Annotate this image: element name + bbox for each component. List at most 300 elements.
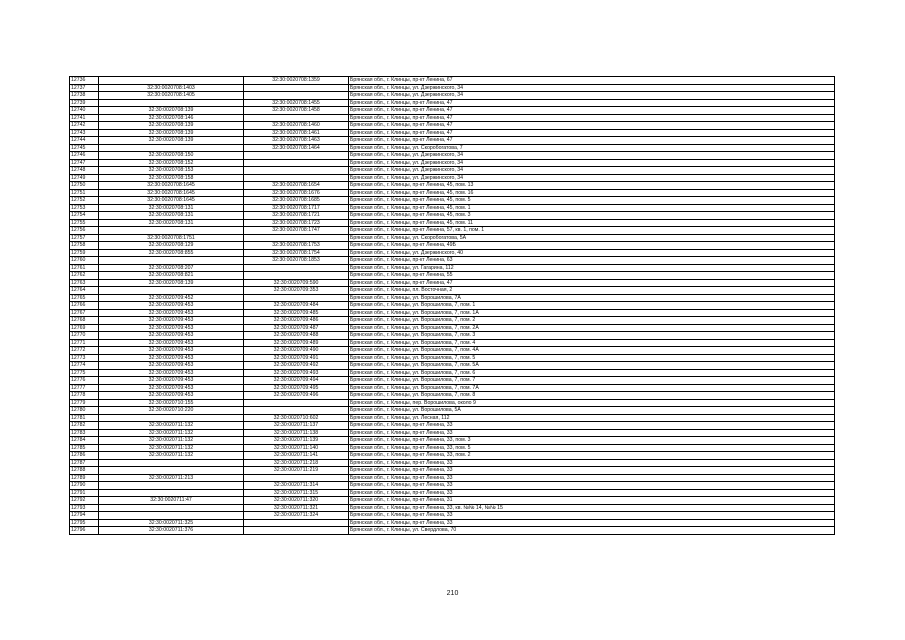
row-number-cell: 12742: [70, 122, 99, 130]
address-cell: Брянская обл., г. Клинцы, ул. Дзержинского, 34: [349, 159, 835, 167]
address-cell: Брянская обл., г. Клинцы, ул. Дзержинского, 34: [349, 152, 835, 160]
building-cadastral-cell: 32:30:0020708:1753: [244, 242, 349, 250]
row-number-cell: 12746: [70, 152, 99, 160]
address-cell: Брянская обл., г. Клинцы, пр-кт Ленина, 63: [349, 257, 835, 265]
row-number-cell: 12777: [70, 384, 99, 392]
row-number-cell: 12744: [70, 137, 99, 145]
table-row: [70, 347, 835, 355]
table-row: [70, 137, 835, 145]
table-row: [70, 392, 835, 400]
row-number-cell: 12767: [70, 309, 99, 317]
building-cadastral-cell: 32:30:0020708:1717: [244, 204, 349, 212]
address-cell: Брянская обл., г. Клинцы, пр-кт Ленина, 47: [349, 122, 835, 130]
address-cell: Брянская обл., г. Клинцы, ул. Ворошилова, 7А: [349, 294, 835, 302]
land-cadastral-cell: [99, 512, 244, 520]
land-cadastral-cell: 32:30:0020710:220: [99, 407, 244, 415]
building-cadastral-cell: 32:30:0020708:1853: [244, 257, 349, 265]
land-cadastral-cell: [99, 144, 244, 152]
building-cadastral-cell: 32:30:0020709:489: [244, 339, 349, 347]
address-cell: Брянская обл., г. Клинцы, ул. Ворошилова, 7, пом. 7: [349, 377, 835, 385]
table-row: [70, 512, 835, 520]
land-cadastral-cell: 32:30:0020711:325: [99, 519, 244, 527]
building-cadastral-cell: 32:30:0020708:1721: [244, 212, 349, 220]
row-number-cell: 12790: [70, 482, 99, 490]
row-number-cell: 12774: [70, 362, 99, 370]
building-cadastral-cell: 32:30:0020711:137: [244, 422, 349, 430]
building-cadastral-cell: [244, 234, 349, 242]
table-row: [70, 309, 835, 317]
building-cadastral-cell: 32:30:0020711:218: [244, 459, 349, 467]
building-cadastral-cell: 32:30:0020709:493: [244, 369, 349, 377]
table-row: [70, 227, 835, 235]
table-row: [70, 407, 835, 415]
table-row: [70, 504, 835, 512]
land-cadastral-cell: [99, 489, 244, 497]
land-cadastral-cell: 32:30:0020710:155: [99, 399, 244, 407]
table-row: [70, 437, 835, 445]
land-cadastral-cell: [99, 77, 244, 85]
row-number-cell: 12752: [70, 197, 99, 205]
row-number-cell: 12743: [70, 129, 99, 137]
building-cadastral-cell: 32:30:0020708:1464: [244, 144, 349, 152]
land-cadastral-cell: 32:30:0020709:453: [99, 347, 244, 355]
building-cadastral-cell: [244, 167, 349, 175]
row-number-cell: 12789: [70, 474, 99, 482]
table-row: [70, 242, 835, 250]
address-cell: Брянская обл., г. Клинцы, пр-кт Ленина, 33: [349, 459, 835, 467]
address-cell: Брянская обл., г. Клинцы, пр-кт Ленина, 45, пом. 5: [349, 197, 835, 205]
land-cadastral-cell: [99, 459, 244, 467]
land-cadastral-cell: 32:30:0020708:131: [99, 219, 244, 227]
address-cell: Брянская обл., г. Клинцы, пр-кт Ленина, 45, пом. 16: [349, 189, 835, 197]
table-row: [70, 152, 835, 160]
table-row: [70, 482, 835, 490]
land-cadastral-cell: 32:30:0020708:1645: [99, 189, 244, 197]
row-number-cell: 12769: [70, 324, 99, 332]
building-cadastral-cell: 32:30:0020711:139: [244, 437, 349, 445]
table-row: [70, 77, 835, 85]
row-number-cell: 12796: [70, 527, 99, 535]
address-cell: Брянская обл., г. Клинцы, ул. Ворошилова, 7, пом. 3: [349, 332, 835, 340]
table-row: [70, 129, 835, 137]
building-cadastral-cell: 32:30:0020711:138: [244, 429, 349, 437]
land-cadastral-cell: 32:30:0020708:207: [99, 264, 244, 272]
land-cadastral-cell: 32:30:0020709:453: [99, 317, 244, 325]
row-number-cell: 12737: [70, 84, 99, 92]
table-row: [70, 354, 835, 362]
land-cadastral-cell: 32:30:0020709:453: [99, 392, 244, 400]
address-cell: Брянская обл., г. Клинцы, ул. Скоробогатова, 5А: [349, 234, 835, 242]
address-cell: Брянская обл., г. Клинцы, ул. Дзержинского, 40: [349, 249, 835, 257]
row-number-cell: 12741: [70, 114, 99, 122]
land-cadastral-cell: [99, 414, 244, 422]
row-number-cell: 12770: [70, 332, 99, 340]
table-row: [70, 369, 835, 377]
table-row: [70, 92, 835, 100]
land-cadastral-cell: 32:30:0020709:453: [99, 362, 244, 370]
address-cell: Брянская обл., г. Клинцы, пр-кт Ленина, 33: [349, 512, 835, 520]
row-number-cell: 12782: [70, 422, 99, 430]
table-row: [70, 197, 835, 205]
row-number-cell: 12763: [70, 279, 99, 287]
row-number-cell: 12794: [70, 512, 99, 520]
row-number-cell: 12783: [70, 429, 99, 437]
address-cell: Брянская обл., г. Клинцы, пр-кт Ленина, 33: [349, 474, 835, 482]
registry-table-body: [70, 77, 835, 535]
land-cadastral-cell: 32:30:0020708:158: [99, 174, 244, 182]
land-cadastral-cell: 32:30:0020708:146: [99, 114, 244, 122]
address-cell: Брянская обл., г. Клинцы, ул. Скоробогатова, 7: [349, 144, 835, 152]
address-cell: Брянская обл., г. Клинцы, ул. Ворошилова, 7, пом. 4: [349, 339, 835, 347]
address-cell: Брянская обл., г. Клинцы, пр-кт Ленина, 33, пом. 2: [349, 452, 835, 460]
table-row: [70, 174, 835, 182]
land-cadastral-cell: 32:30:0020708:150: [99, 152, 244, 160]
land-cadastral-cell: [99, 504, 244, 512]
land-cadastral-cell: [99, 467, 244, 475]
row-number-cell: 12740: [70, 107, 99, 115]
address-cell: Брянская обл., г. Клинцы, ул. Ворошилова, 7, пом. 2: [349, 317, 835, 325]
address-cell: Брянская обл., г. Клинцы, пр-кт Ленина, 47: [349, 137, 835, 145]
building-cadastral-cell: 32:30:0020709:491: [244, 354, 349, 362]
table-row: [70, 264, 835, 272]
land-cadastral-cell: 32:30:0020711:132: [99, 437, 244, 445]
row-number-cell: 12779: [70, 399, 99, 407]
row-number-cell: 12748: [70, 167, 99, 175]
building-cadastral-cell: 32:30:0020708:1676: [244, 189, 349, 197]
building-cadastral-cell: 32:30:0020709:486: [244, 317, 349, 325]
building-cadastral-cell: 32:30:0020708:1654: [244, 182, 349, 190]
table-row: [70, 234, 835, 242]
row-number-cell: 12785: [70, 444, 99, 452]
row-number-cell: 12778: [70, 392, 99, 400]
row-number-cell: 12753: [70, 204, 99, 212]
table-row: [70, 332, 835, 340]
table-row: [70, 189, 835, 197]
address-cell: Брянская обл., г. Клинцы, пр-кт Ленина, 45, пом. 13: [349, 182, 835, 190]
table-row: [70, 144, 835, 152]
row-number-cell: 12738: [70, 92, 99, 100]
table-row: [70, 377, 835, 385]
row-number-cell: 12755: [70, 219, 99, 227]
land-cadastral-cell: [99, 482, 244, 490]
building-cadastral-cell: 32:30:0020708:1463: [244, 137, 349, 145]
building-cadastral-cell: 32:30:0020711:324: [244, 512, 349, 520]
table-row: [70, 317, 835, 325]
building-cadastral-cell: [244, 159, 349, 167]
registry-table: [69, 76, 835, 535]
address-cell: Брянская обл., г. Клинцы, пр-кт Ленина, 33, кв. №№ 14, №№ 15: [349, 504, 835, 512]
building-cadastral-cell: 32:30:0020708:1754: [244, 249, 349, 257]
building-cadastral-cell: [244, 114, 349, 122]
table-row: [70, 204, 835, 212]
land-cadastral-cell: 32:30:0020711:47: [99, 497, 244, 505]
building-cadastral-cell: 32:30:0020709:495: [244, 384, 349, 392]
table-row: [70, 399, 835, 407]
building-cadastral-cell: 32:30:0020708:1685: [244, 197, 349, 205]
table-row: [70, 452, 835, 460]
land-cadastral-cell: 32:30:0020708:153: [99, 167, 244, 175]
row-number-cell: 12759: [70, 249, 99, 257]
building-cadastral-cell: [244, 399, 349, 407]
row-number-cell: 12739: [70, 99, 99, 107]
building-cadastral-cell: 32:30:0020711:140: [244, 444, 349, 452]
row-number-cell: 12773: [70, 354, 99, 362]
land-cadastral-cell: [99, 257, 244, 265]
address-cell: Брянская обл., г. Клинцы, пер. Ворошилова, около 9: [349, 399, 835, 407]
land-cadastral-cell: 32:30:0020708:1405: [99, 92, 244, 100]
address-cell: Брянская обл., г. Клинцы, пр-кт Ленина, 31: [349, 497, 835, 505]
row-number-cell: 12760: [70, 257, 99, 265]
table-row: [70, 527, 835, 535]
land-cadastral-cell: 32:30:0020708:152: [99, 159, 244, 167]
building-cadastral-cell: [244, 519, 349, 527]
address-cell: Брянская обл., г. Клинцы, пр-кт Ленина, 49Б: [349, 242, 835, 250]
page-number: 210: [446, 590, 459, 597]
address-cell: Брянская обл., г. Клинцы, ул. Дзержинского, 34: [349, 174, 835, 182]
table-row: [70, 339, 835, 347]
address-cell: Брянская обл., г. Клинцы, ул. Ворошилова, 7, пом. 6: [349, 369, 835, 377]
row-number-cell: 12765: [70, 294, 99, 302]
address-cell: Брянская обл., г. Клинцы, ул. Ворошилова, 7, пом. 5: [349, 354, 835, 362]
address-cell: Брянская обл., г. Клинцы, пл. Восточная, 2: [349, 287, 835, 295]
land-cadastral-cell: 32:30:0020709:453: [99, 369, 244, 377]
land-cadastral-cell: 32:30:0020709:452: [99, 294, 244, 302]
table-row: [70, 497, 835, 505]
address-cell: Брянская обл., г. Клинцы, ул. Ворошилова, 7, пом. 1А: [349, 309, 835, 317]
building-cadastral-cell: 32:30:0020710:602: [244, 414, 349, 422]
address-cell: Брянская обл., г. Клинцы, пр-кт Ленина, 33: [349, 519, 835, 527]
address-cell: Брянская обл., г. Клинцы, ул. Ворошилова, 7, пом. 2А: [349, 324, 835, 332]
address-cell: Брянская обл., г. Клинцы, пр-кт Ленина, 33: [349, 467, 835, 475]
land-cadastral-cell: 32:30:0020708:1751: [99, 234, 244, 242]
building-cadastral-cell: 32:30:0020709:492: [244, 362, 349, 370]
building-cadastral-cell: 32:30:0020708:1455: [244, 99, 349, 107]
address-cell: Брянская обл., г. Клинцы, пр-кт Ленина, 47: [349, 99, 835, 107]
building-cadastral-cell: [244, 272, 349, 280]
land-cadastral-cell: 32:30:0020708:855: [99, 249, 244, 257]
land-cadastral-cell: 32:30:0020709:453: [99, 309, 244, 317]
building-cadastral-cell: 32:30:0020711:315: [244, 489, 349, 497]
building-cadastral-cell: 32:30:0020709:494: [244, 377, 349, 385]
table-row: [70, 182, 835, 190]
row-number-cell: 12757: [70, 234, 99, 242]
row-number-cell: 12780: [70, 407, 99, 415]
address-cell: Брянская обл., г. Клинцы, пр-кт Ленина, 47: [349, 114, 835, 122]
address-cell: Брянская обл., г. Клинцы, пр-кт Ленина, 33, пом. 5: [349, 444, 835, 452]
land-cadastral-cell: 32:30:0020709:453: [99, 332, 244, 340]
table-row: [70, 429, 835, 437]
land-cadastral-cell: 32:30:0020709:453: [99, 339, 244, 347]
land-cadastral-cell: 32:30:0020708:131: [99, 212, 244, 220]
building-cadastral-cell: [244, 407, 349, 415]
address-cell: Брянская обл., г. Клинцы, ул. Ворошилова, 5А: [349, 407, 835, 415]
building-cadastral-cell: 32:30:0020709:590: [244, 279, 349, 287]
address-cell: Брянская обл., г. Клинцы, пр-кт Ленина, 67: [349, 77, 835, 85]
land-cadastral-cell: 32:30:0020708:139: [99, 122, 244, 130]
table-row: [70, 467, 835, 475]
row-number-cell: 12761: [70, 264, 99, 272]
table-row: [70, 249, 835, 257]
table-row: [70, 257, 835, 265]
building-cadastral-cell: 32:30:0020711:321: [244, 504, 349, 512]
building-cadastral-cell: 32:30:0020708:1747: [244, 227, 349, 235]
row-number-cell: 12751: [70, 189, 99, 197]
building-cadastral-cell: 32:30:0020708:1359: [244, 77, 349, 85]
address-cell: Брянская обл., г. Клинцы, пр-кт Ленина, 33: [349, 482, 835, 490]
building-cadastral-cell: 32:30:0020708:1461: [244, 129, 349, 137]
land-cadastral-cell: 32:30:0020709:453: [99, 384, 244, 392]
row-number-cell: 12747: [70, 159, 99, 167]
table-row: [70, 459, 835, 467]
building-cadastral-cell: 32:30:0020711:314: [244, 482, 349, 490]
land-cadastral-cell: 32:30:0020711:132: [99, 444, 244, 452]
table-row: [70, 294, 835, 302]
row-number-cell: 12766: [70, 302, 99, 310]
land-cadastral-cell: 32:30:0020708:139: [99, 107, 244, 115]
building-cadastral-cell: 32:30:0020709:484: [244, 302, 349, 310]
row-number-cell: 12784: [70, 437, 99, 445]
building-cadastral-cell: 32:30:0020708:1460: [244, 122, 349, 130]
land-cadastral-cell: 32:30:0020711:376: [99, 527, 244, 535]
address-cell: Брянская обл., г. Клинцы, ул. Дзержинского, 34: [349, 167, 835, 175]
row-number-cell: 12745: [70, 144, 99, 152]
row-number-cell: 12764: [70, 287, 99, 295]
building-cadastral-cell: 32:30:0020709:496: [244, 392, 349, 400]
address-cell: Брянская обл., г. Клинцы, ул. Дзержинского, 34: [349, 92, 835, 100]
row-number-cell: 12771: [70, 339, 99, 347]
row-number-cell: 12792: [70, 497, 99, 505]
table-row: [70, 272, 835, 280]
table-row: [70, 84, 835, 92]
row-number-cell: 12776: [70, 377, 99, 385]
address-cell: Брянская обл., г. Клинцы, ул. Ворошилова, 7, пом. 7А: [349, 384, 835, 392]
table-row: [70, 414, 835, 422]
table-row: [70, 444, 835, 452]
building-cadastral-cell: [244, 294, 349, 302]
building-cadastral-cell: [244, 92, 349, 100]
address-cell: Брянская обл., г. Клинцы, пр-кт Ленина, 45, пом. 3: [349, 212, 835, 220]
land-cadastral-cell: 32:30:0020711:132: [99, 429, 244, 437]
address-cell: Брянская обл., г. Клинцы, ул. Ворошилова, 7, пом. 1: [349, 302, 835, 310]
row-number-cell: 12756: [70, 227, 99, 235]
land-cadastral-cell: 32:30:0020711:132: [99, 452, 244, 460]
row-number-cell: 12768: [70, 317, 99, 325]
address-cell: Брянская обл., г. Клинцы, пр-кт Ленина, 33, пом. 3: [349, 437, 835, 445]
building-cadastral-cell: 32:30:0020711:219: [244, 467, 349, 475]
table-row: [70, 519, 835, 527]
address-cell: Брянская обл., г. Клинцы, пр-кт Ленина, 33: [349, 422, 835, 430]
row-number-cell: 12775: [70, 369, 99, 377]
table-row: [70, 302, 835, 310]
building-cadastral-cell: [244, 174, 349, 182]
building-cadastral-cell: 32:30:0020708:1723: [244, 219, 349, 227]
building-cadastral-cell: 32:30:0020709:490: [244, 347, 349, 355]
land-cadastral-cell: 32:30:0020708:1645: [99, 197, 244, 205]
address-cell: Брянская обл., г. Клинцы, пр-кт Ленина, 47: [349, 279, 835, 287]
building-cadastral-cell: [244, 264, 349, 272]
row-number-cell: 12762: [70, 272, 99, 280]
building-cadastral-cell: [244, 152, 349, 160]
address-cell: Брянская обл., г. Клинцы, пр-кт Ленина, 47: [349, 129, 835, 137]
land-cadastral-cell: [99, 227, 244, 235]
table-row: [70, 167, 835, 175]
row-number-cell: 12791: [70, 489, 99, 497]
land-cadastral-cell: 32:30:0020711:213: [99, 474, 244, 482]
land-cadastral-cell: 32:30:0020711:132: [99, 422, 244, 430]
building-cadastral-cell: 32:30:0020711:141: [244, 452, 349, 460]
address-cell: Брянская обл., г. Клинцы, ул. Лесная, 112: [349, 414, 835, 422]
row-number-cell: 12754: [70, 212, 99, 220]
row-number-cell: 12795: [70, 519, 99, 527]
land-cadastral-cell: 32:30:0020709:453: [99, 354, 244, 362]
building-cadastral-cell: [244, 527, 349, 535]
address-cell: Брянская обл., г. Клинцы, пр-кт Ленина, 45, пом. 1: [349, 204, 835, 212]
building-cadastral-cell: 32:30:0020709:488: [244, 332, 349, 340]
table-row: [70, 279, 835, 287]
building-cadastral-cell: 32:30:0020711:320: [244, 497, 349, 505]
address-cell: Брянская обл., г. Клинцы, ул. Дзержинского, 34: [349, 84, 835, 92]
row-number-cell: 12787: [70, 459, 99, 467]
address-cell: Брянская обл., г. Клинцы, пр-кт Ленина, 33: [349, 429, 835, 437]
land-cadastral-cell: 32:30:0020708:1403: [99, 84, 244, 92]
building-cadastral-cell: 32:30:0020709:353: [244, 287, 349, 295]
table-row: [70, 122, 835, 130]
land-cadastral-cell: 32:30:0020708:139: [99, 129, 244, 137]
table-row: [70, 362, 835, 370]
address-cell: Брянская обл., г. Клинцы, пр-кт Ленина, 33: [349, 489, 835, 497]
land-cadastral-cell: 32:30:0020709:453: [99, 302, 244, 310]
building-cadastral-cell: 32:30:0020708:1458: [244, 107, 349, 115]
table-row: [70, 219, 835, 227]
table-row: [70, 324, 835, 332]
address-cell: Брянская обл., г. Клинцы, пр-кт Ленина, 47: [349, 107, 835, 115]
land-cadastral-cell: 32:30:0020709:453: [99, 377, 244, 385]
address-cell: Брянская обл., г. Клинцы, пр-кт Ленина, 57, кв. 1, пом. 1: [349, 227, 835, 235]
row-number-cell: 12772: [70, 347, 99, 355]
building-cadastral-cell: 32:30:0020709:485: [244, 309, 349, 317]
row-number-cell: 12749: [70, 174, 99, 182]
address-cell: Брянская обл., г. Клинцы, ул. Ворошилова, 7, пом. 8: [349, 392, 835, 400]
land-cadastral-cell: 32:30:0020708:821: [99, 272, 244, 280]
building-cadastral-cell: [244, 474, 349, 482]
table-row: [70, 99, 835, 107]
table-row: [70, 114, 835, 122]
address-cell: Брянская обл., г. Клинцы, ул. Гагарина, 112: [349, 264, 835, 272]
land-cadastral-cell: 32:30:0020708:129: [99, 242, 244, 250]
table-row: [70, 489, 835, 497]
building-cadastral-cell: [244, 84, 349, 92]
row-number-cell: 12781: [70, 414, 99, 422]
land-cadastral-cell: 32:30:0020708:139: [99, 279, 244, 287]
building-cadastral-cell: 32:30:0020709:487: [244, 324, 349, 332]
address-cell: Брянская обл., г. Клинцы, пр-кт Ленина, 55: [349, 272, 835, 280]
row-number-cell: 12736: [70, 77, 99, 85]
row-number-cell: 12786: [70, 452, 99, 460]
table-row: [70, 107, 835, 115]
table-row: [70, 159, 835, 167]
land-cadastral-cell: [99, 287, 244, 295]
address-cell: Брянская обл., г. Клинцы, ул. Ворошилова, 7, пом. 4А: [349, 347, 835, 355]
table-row: [70, 422, 835, 430]
row-number-cell: 12758: [70, 242, 99, 250]
row-number-cell: 12750: [70, 182, 99, 190]
address-cell: Брянская обл., г. Клинцы, пр-кт Ленина, 45, пом. 11: [349, 219, 835, 227]
land-cadastral-cell: 32:30:0020708:1645: [99, 182, 244, 190]
land-cadastral-cell: 32:30:0020708:139: [99, 137, 244, 145]
row-number-cell: 12793: [70, 504, 99, 512]
table-row: [70, 384, 835, 392]
table-row: [70, 287, 835, 295]
